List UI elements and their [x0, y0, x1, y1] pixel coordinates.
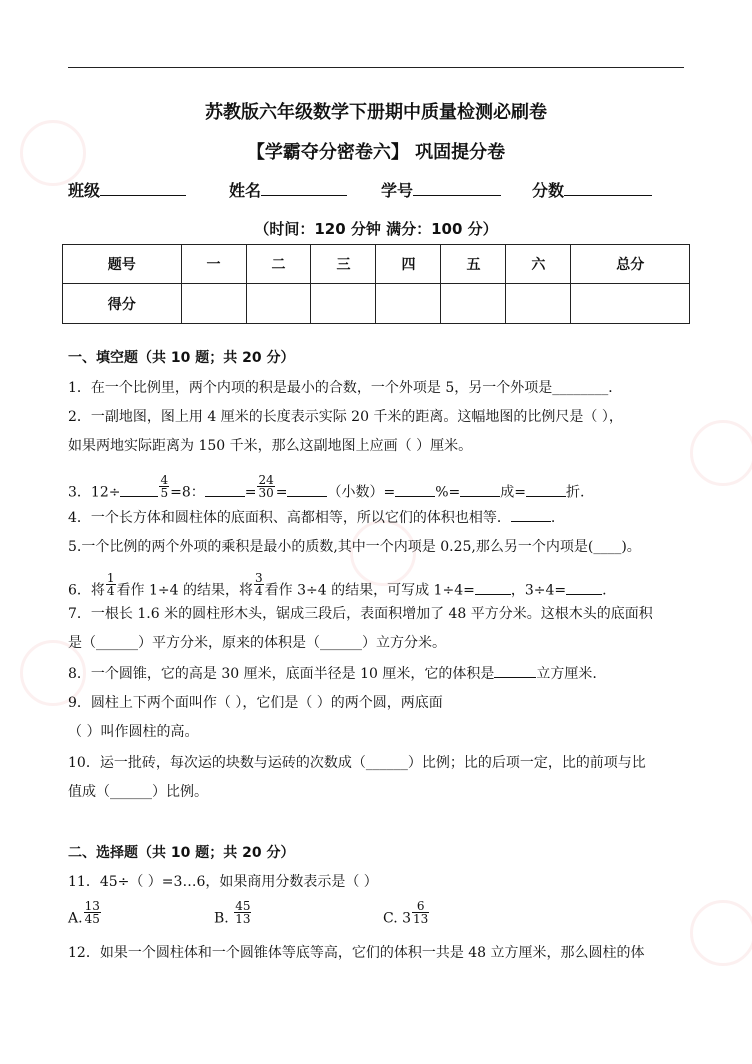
q8-blank[interactable] — [494, 663, 536, 678]
question-6 — [68, 571, 607, 603]
score-cell[interactable] — [311, 284, 376, 324]
question-7-line2: 是（______）平方分米，原来的体积是（______）立方分米。 — [68, 635, 446, 651]
id-blank[interactable] — [413, 181, 501, 196]
q8-text: 8．一个圆锥，它的高是 30 厘米，底面半径是 10 厘米，它的体积是 — [68, 666, 495, 682]
fraction-denominator: 5 — [160, 486, 169, 500]
q3-blank[interactable] — [205, 482, 245, 497]
question-10-line1: 10．运一批砖，每次运的块数与运砖的次数成（______）比例；比的后项一定，比的前项与比 — [68, 755, 646, 771]
q3-text: = — [275, 484, 288, 501]
score-cell[interactable] — [376, 284, 441, 324]
q3-blank[interactable] — [120, 482, 158, 497]
q3-blank[interactable] — [460, 482, 500, 497]
q6-text: 看作 3÷4 的结果，可写成 1÷4= — [264, 582, 475, 599]
question-1: 1．在一个比例里，两个内项的积是最小的合数，一个外项是 5，另一个外项是________． — [68, 380, 623, 396]
q4-blank[interactable] — [511, 507, 551, 522]
score-cell[interactable] — [246, 284, 311, 324]
watermark-logo — [690, 420, 752, 486]
q3-text: （小数）= — [327, 484, 396, 501]
fraction-denominator: 13 — [235, 912, 251, 926]
score-field — [532, 178, 652, 201]
q3-blank[interactable] — [526, 482, 566, 497]
q8-text: 立方厘米. — [536, 666, 597, 682]
fraction — [106, 572, 116, 597]
score-cell[interactable] — [181, 284, 246, 324]
question-10-line2: 值成（______）比例。 — [68, 784, 208, 800]
q3-text: =8： — [170, 484, 205, 501]
question-4 — [68, 507, 555, 528]
option-label: B. — [214, 910, 229, 927]
question-2-line2: 如果两地实际距离为 150 千米，那么这副地图上应画（ ）厘米。 — [68, 438, 473, 454]
time-info: （时间：120 分钟 满分：100 分） — [254, 220, 498, 238]
q6-text: 6．将 — [68, 582, 105, 599]
q6-blank[interactable] — [475, 580, 511, 595]
q3-text: %= — [435, 484, 461, 501]
q6-blank[interactable] — [566, 580, 602, 595]
score-cell[interactable] — [506, 284, 571, 324]
q3-text: 成= — [500, 484, 526, 501]
q11-option-a[interactable] — [68, 899, 102, 931]
score-table-header-cell: 总分 — [571, 245, 690, 284]
id-label: 学号 — [381, 181, 414, 200]
fraction-numerator: 1 — [106, 571, 115, 585]
q3-blank[interactable] — [287, 482, 327, 497]
option-label: C. 3 — [383, 910, 412, 927]
name-blank[interactable] — [261, 181, 347, 196]
section1-heading: 一、填空题（共 10 题；共 20 分） — [68, 350, 295, 366]
q4-text: 4．一个长方体和圆柱体的底面积、高都相等，所以它们的体积也相等． — [68, 510, 511, 526]
fraction-numerator: 3 — [255, 571, 263, 585]
score-table-header-cell: 四 — [376, 245, 441, 284]
class-label: 班级 — [68, 181, 101, 200]
question-11: 11．45÷（ ）=3…6，如果商用分数表示是（ ） — [68, 874, 378, 890]
question-9-line2: （ ）叫作圆柱的高。 — [68, 724, 199, 740]
score-table-header-cell: 六 — [506, 245, 571, 284]
class-blank[interactable] — [100, 181, 186, 196]
score-cell[interactable] — [571, 284, 690, 324]
score-blank[interactable] — [564, 181, 652, 196]
q6-text: . — [602, 582, 607, 599]
q3-text: 折. — [566, 484, 585, 501]
option-label: A. — [68, 910, 83, 927]
page-title: 苏教版六年级数学下册期中质量检测必刷卷 — [205, 102, 547, 123]
q3-text: 3．12÷ — [68, 484, 121, 501]
top-rule — [68, 67, 684, 68]
name-field — [229, 178, 347, 201]
fraction-numerator: 45 — [235, 899, 251, 913]
fraction-denominator: 4 — [106, 584, 115, 598]
fraction — [159, 474, 169, 499]
fraction-denominator: 45 — [84, 912, 100, 926]
score-table-header-cell: 三 — [311, 245, 376, 284]
score-table-header-cell: 一 — [181, 245, 246, 284]
fraction — [412, 900, 429, 925]
name-label: 姓名 — [229, 181, 262, 200]
question-8 — [68, 663, 597, 684]
score-label: 分数 — [532, 181, 565, 200]
id-field — [381, 178, 501, 201]
q3-blank[interactable] — [395, 482, 435, 497]
fraction-numerator: 6 — [416, 899, 425, 913]
fraction-denominator: 13 — [413, 912, 429, 926]
watermark-logo — [690, 900, 752, 966]
section2-heading: 二、选择题（共 10 题；共 20 分） — [68, 845, 295, 861]
q6-text: ，3÷4= — [510, 582, 567, 599]
question-3 — [68, 473, 585, 505]
class-field — [68, 178, 186, 201]
page-subtitle: 【学霸夺分密卷六】 巩固提分卷 — [246, 142, 506, 163]
question-7-line1: 7．一根长 1.6 米的圆柱形木头，锯成三段后，表面积增加了 48 平方分米。这根木头的底面积 — [68, 606, 653, 622]
q3-text: = — [244, 484, 257, 501]
score-cell[interactable] — [441, 284, 506, 324]
fraction — [84, 900, 101, 925]
score-table-header-cell: 二 — [246, 245, 311, 284]
score-table-header-row — [63, 245, 690, 284]
fraction — [254, 572, 264, 597]
question-2-line1: 2．一副地图，图上用 4 厘米的长度表示实际 20 千米的距离。这幅地图的比例尺是（ ）， — [68, 409, 623, 425]
fraction-denominator: 4 — [255, 584, 263, 598]
q11-option-b[interactable] — [214, 899, 252, 931]
score-table-header-cell: 五 — [441, 245, 506, 284]
fraction-numerator: 13 — [84, 899, 100, 913]
question-12: 12．如果一个圆柱体和一个圆锥体等底等高，它们的体积一共是 48 立方厘米，那么圆柱的体 — [68, 945, 645, 961]
fraction — [234, 900, 251, 925]
score-table-score-row — [63, 284, 690, 324]
q11-option-c[interactable] — [383, 899, 430, 931]
q4-text: . — [550, 510, 556, 526]
question-9-line1: 9．圆柱上下两个面叫作（ ），它们是（ ）的两个圆，两底面 — [68, 695, 443, 711]
score-row-label: 得分 — [63, 284, 182, 324]
fraction — [257, 474, 274, 499]
q6-text: 看作 1÷4 的结果，将 — [116, 582, 254, 599]
fraction-numerator: 24 — [258, 473, 274, 487]
fraction-denominator: 30 — [258, 486, 274, 500]
score-table — [62, 244, 690, 324]
score-table-header-cell: 题号 — [63, 245, 182, 284]
fraction-numerator: 4 — [160, 473, 169, 487]
question-5: 5.一个比例的两个外项的乘积是最小的质数,其中一个内项是 0.25,那么另一个内项是(____)。 — [68, 539, 641, 555]
